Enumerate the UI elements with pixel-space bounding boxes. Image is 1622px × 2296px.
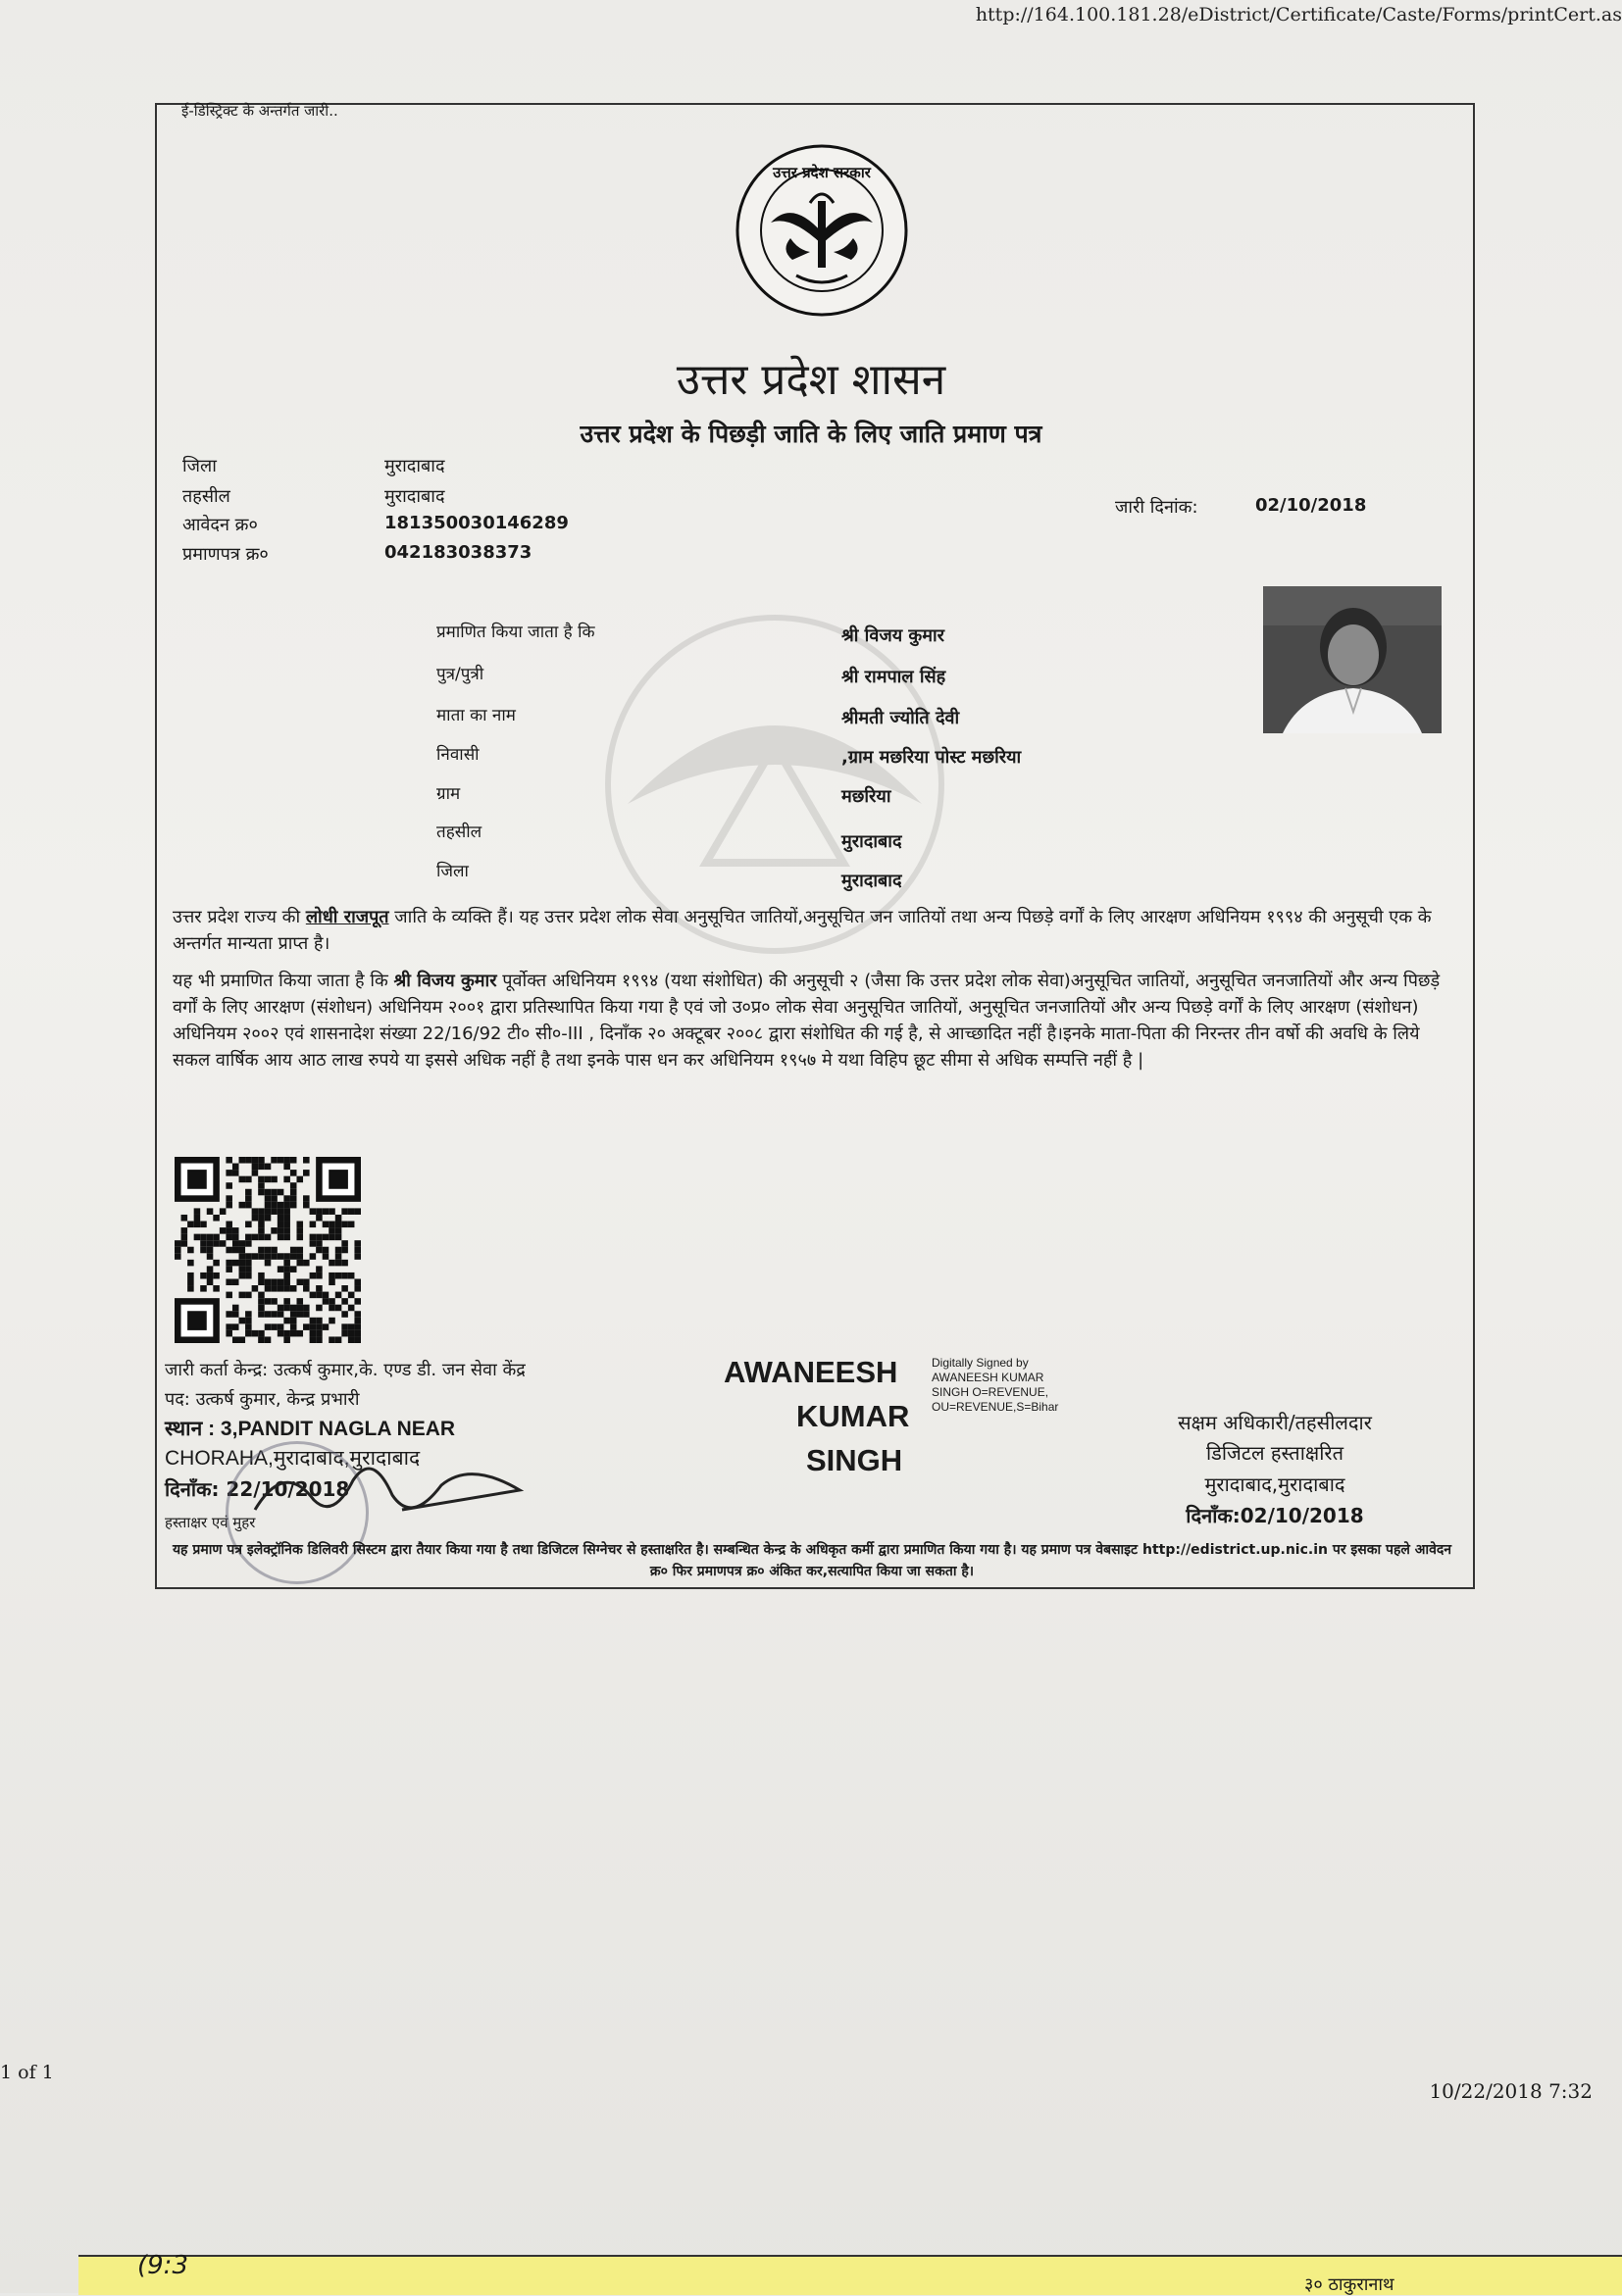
issued-under-note: ई-डिस्ट्रिक्ट के अन्तर्गत जारी..: [181, 102, 338, 120]
issuer-post: पद: उत्कर्ष कुमार, केन्द्र प्रभारी: [165, 1389, 360, 1410]
signer-name-line3: SINGH: [806, 1443, 903, 1477]
certificate-number: 042183038373: [384, 542, 532, 563]
issuer-place-line1: स्थान : 3,PANDIT NAGLA NEAR: [165, 1418, 456, 1440]
slip-text: ३० ठाकुरानाथ: [1304, 2274, 1394, 2295]
emblem-text: उत्तर प्रदेश सरकार: [773, 164, 871, 181]
district-label: जिला: [182, 456, 217, 476]
sign-seal-label: हस्ताक्षर एवं मुहर: [165, 1514, 256, 1531]
signer-name-line2: KUMAR: [796, 1399, 910, 1433]
issuing-centre: जारी कर्ता केन्द्र: उत्कर्ष कुमार,के. एण्ड डी. जन सेवा केंद्र: [165, 1360, 526, 1380]
page-count: 1 of 1: [0, 2062, 54, 2083]
village: मछरिया: [841, 786, 891, 807]
officer-title: सक्षम अधिकारी/तहसीलदार: [1178, 1411, 1372, 1434]
detail-label: माता का नाम: [436, 706, 516, 725]
issuer-date: दिनाँक: 22/10/2018: [165, 1477, 350, 1501]
up-government-emblem-icon: [734, 142, 910, 319]
detail-label: ग्राम: [436, 784, 461, 804]
detail-label: निवासी: [436, 745, 480, 765]
detail-label: प्रमाणित किया जाता है कि: [436, 623, 595, 642]
application-label: आवेदन क्र०: [182, 515, 258, 535]
tehsil: मुरादाबाद: [841, 831, 902, 852]
district-value: मुरादाबाद: [384, 456, 445, 476]
applicant-name: श्री विजय कुमार: [841, 625, 945, 646]
father-name: श्री रामपाल सिंह: [841, 667, 946, 687]
handwritten-signature-icon: [245, 1441, 530, 1529]
government-title: उत्तर प्रदेश शासन: [676, 355, 946, 405]
certificate-title: उत्तर प्रदेश के पिछड़ी जाति के लिए जाति प्रमाण पत्र: [580, 420, 1042, 448]
digital-signature-info: Digitally Signed by AWANEESH KUMAR SINGH O=REVENUE, OU=REVENUE,S=Bihar: [932, 1356, 1059, 1414]
qr-code: [175, 1157, 361, 1343]
residence: ,ग्राम मछरिया पोस्ट मछरिया: [841, 747, 1022, 768]
tehsil-value: मुरादाबाद: [384, 486, 445, 507]
signer-name-line1: AWANEESH: [724, 1355, 898, 1389]
caste-name: लोधी राजपूत: [305, 907, 389, 927]
district: मुरादाबाद: [841, 871, 902, 891]
caste-statement: उत्तर प्रदेश राज्य की लोधी राजपूत जाति के व्यक्ति हैं। यह उत्तर प्रदेश लोक सेवा अनुसूचित जातियों,अनुसूचित जन जातियों तथा अन्य पिछड़े वर्गों के लिए आरक्षण अधिनियम १९९४ की अनुसूची एक के अन्तर्गत मान्यता प्राप्त है।: [173, 907, 1432, 954]
applicant-photo: [1263, 586, 1442, 733]
print-timestamp: 10/22/2018 7:32: [1429, 2079, 1593, 2103]
issue-date-label: जारी दिनांक:: [1115, 497, 1198, 518]
officer-place: मुरादाबाद,मुरादाबाद: [1204, 1472, 1345, 1496]
slip-handwriting: (9:3: [137, 2251, 188, 2280]
mother-name: श्रीमती ज्योति देवी: [841, 708, 960, 728]
tehsil-label: तहसील: [182, 486, 230, 507]
print-url: http://164.100.181.28/eDistrict/Certificate/Caste/Forms/printCert.as: [975, 4, 1622, 25]
detail-label: तहसील: [436, 823, 482, 842]
issuer-place-line2: CHORAHA,मुरादाबाद,मुरादाबाद: [165, 1447, 421, 1470]
officer-digitally-signed: डिजिटल हस्ताक्षरित: [1206, 1441, 1343, 1465]
application-number: 181350030146289: [384, 513, 569, 533]
detail-label: पुत्र/पुत्री: [436, 665, 484, 684]
issue-date: 02/10/2018: [1255, 495, 1367, 516]
verification-disclaimer: यह प्रमाण पत्र इलेक्ट्रॉनिक डिलिवरी सिस्टम द्वारा तैयार किया गया है तथा डिजिटल सिग्नेचर से हस्ताक्षरित है। सम्बन्धित केन्द्र के अधिकृत कर्मी द्वारा प्रमाणित किया गया है। यह प्रमाण पत्र वेबसाइट http://edistrict.up.nic.in पर इसका पहले आवेदन क्र० फिर प्रमाणपत्र क्र० अंकित कर,सत्यापित किया जा सकता है।: [172, 1542, 1452, 1579]
officer-date: दिनाँक:02/10/2018: [1186, 1504, 1364, 1527]
detail-label: जिला: [436, 862, 469, 881]
creamy-layer-statement: यह भी प्रमाणित किया जाता है कि श्री विजय कुमार पूर्वोक्त अधिनियम १९९४ (यथा संशोधित) की अनुसूची २ (जैसा कि उत्तर प्रदेश लोक सेवा)अनुसूचित जातियों, अनुसूचित जनजातियों और अन्य पिछड़े वर्गों के लिए आरक्षण (संशोधन) अधिनियम २००१ द्वारा प्रतिस्थापित किया गया है एवं जो उ०प्र० लोक सेवा अनुसूचित जातियों, अनुसूचित जनजातियों और अन्य पिछड़े वर्गों के लिए आरक्षण (संशोधन) अधिनियम २००२ एवं शासनादेश संख्या 22/16/92 टी० सी०-III , दिनाँक २० अक्टूबर २००८ द्वारा संशोधित की गई है, से आच्छादित नहीं है।इनके माता-पिता की निरन्तर तीन वर्षो की अवधि के लिये सकल वार्षिक आय आठ लाख रुपये या इससे अधिक नहीं है तथा इनके पास धन कर अधिनियम १९५७ मे यथा विहिप छूट सीमा से अधिक सम्पत्ति नहीं है |: [173, 971, 1441, 1071]
certificate-number-label: प्रमाणपत्र क्र०: [182, 544, 269, 565]
